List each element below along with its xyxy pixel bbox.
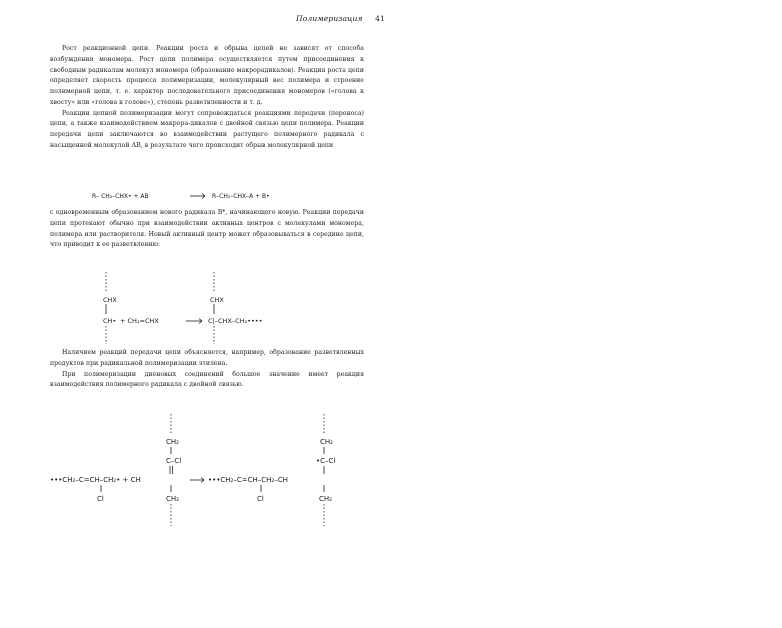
- formula-3-left-ch2-bottom: CH₂: [166, 495, 179, 503]
- formula-1-left: R– CH₂–CHX• + AB: [92, 193, 149, 200]
- formula-3-left-chain: •••CH₂–C=CH–CH₂• + CH: [50, 476, 141, 484]
- formula-2-monomer: + CH₂=CHX: [120, 317, 159, 325]
- formula-2-col1-top: CHX: [103, 296, 117, 304]
- formula-3-left-ch2: CH₂: [166, 438, 179, 446]
- formula-2-col1-mid: CH•: [103, 317, 117, 325]
- paragraph: При полимеризации диеновых соединений большое значение имеет реакция взаимодействия полимерного радикала с двойной связью.: [50, 370, 364, 389]
- running-header-title: Полимеризация: [296, 14, 363, 23]
- formula-3-left-cl: Cl: [97, 495, 104, 503]
- page-number: 41: [375, 14, 386, 23]
- formula-2-col2-top: CHX: [210, 296, 224, 304]
- formula-2-chain: C|–CHX–CH₂••••: [208, 317, 263, 325]
- formula-3-right-ch2-bottom: CH₂: [319, 495, 332, 503]
- paragraph: Наличием реакций передачи цепи объясняется, например, образование разветвленных продуктов при радикальной полимеризации этилена.: [50, 349, 364, 367]
- formula-3-left-ccl: C–Cl: [166, 457, 182, 465]
- formula-1-right: R–CH₂–CHX–A + B•: [212, 193, 270, 200]
- formula-3-right-cl: Cl: [257, 495, 264, 503]
- formula-3-right-ccl: •C–Cl: [316, 457, 336, 465]
- formula-3-right-ch2: CH₂: [320, 438, 333, 446]
- paragraph: Рост реакционной цепи. Реакции роста и обрыва цепей не зависят от способа возбуждения мономера. Рост цепи полимера осуществляется путем присоединения к свободным радикалам молекул мономера (образование макрорадикалов). Реакция роста цепи определяет скорость процесса полимеризации, молекулярный вес полимера и строение полимерной цепи, т. е. характер последовательного присоединения мономеров («голова к хвосту» или «голова к голове»), степень разветвленности и т. д.: [50, 45, 364, 106]
- paragraph: Реакции цепной полимеризации могут сопровождаться реакциями передачи (переноса) цепи, а также взаимодействием макрора-дикалов с двойной связью цепи полимера. Реакции передачи цепи заключаются во взаимодействии растущего полимерного радикала с насыщенной молекулой АВ, в результате чего происходит обрыв молекулярной цепи: [50, 109, 364, 149]
- paragraph: с одновременным образованием нового радикала В*, начинающего новую. Реакции передачи цепи протекают обычно при взаимодействии активных центров с молекулами мономера, полимера или растворителя. Новый активный центр может образовываться в середине цепи, что приводит к ее разветвлению:: [50, 209, 364, 249]
- formula-3-right-chain: •••CH₂–C=CH–CH₂–CH: [208, 476, 288, 484]
